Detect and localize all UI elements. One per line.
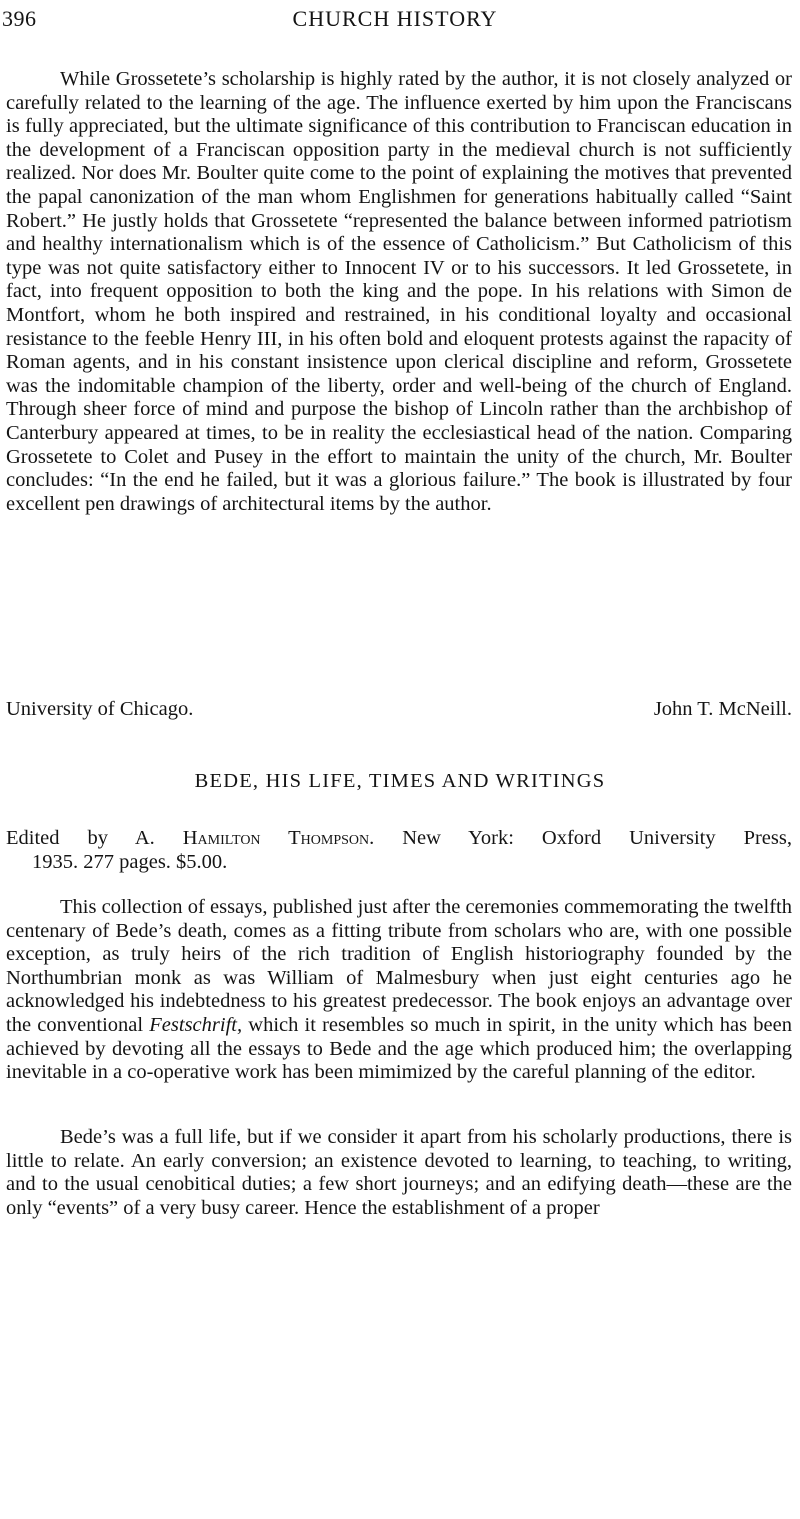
review-2-body-2 bbox=[6, 1126, 792, 1220]
biblio-editor-initial: A. bbox=[134, 827, 155, 849]
festschrift-term: Festschrift, bbox=[149, 1013, 243, 1036]
biblio-editor-name: Hamilton Thompson bbox=[182, 827, 370, 849]
running-head bbox=[0, 6, 800, 40]
review-2-paragraph-1 bbox=[6, 896, 792, 1085]
biblio-edited-by: Edited by bbox=[6, 827, 108, 849]
review-1-paragraph: While Grossetete’s scholarship is highly rated by the author, it is not closely analyzed or carefully related to the learning of the age. The influence exerted by him upon the Franciscans is fully appreciated, but the ultimate significance of this contribution to Franciscan education in the development of a Franciscan opposition party in the medieval church is not sufficiently realized. Nor does Mr. Boulter quite come to the point of explaining the motives that prevented the papal canonization of the man whom Englishmen for generations habitually called “Saint Robert.” He justly holds that Grossetete “represented the balance between informed patriotism and healthy internationalism which is of the essence of Catholicism.” But Catholicism of this type was not quite satisfactory either to Innocent IV or to his successors. It led Grossetete, in fact, into frequent opposition to both the king and the pope. In his relations with Simon de Montfort, whom he both inspired and restrained, in his conditional loyalty and occasional resistance to the feeble Henry III, in his often bold and eloquent protests against the rapacity of Roman agents, and in his constant insistence upon clerical discipline and reform, Grossetete was the indomitable champion of the liberty, order and well-being of the church of England. Through sheer force of mind and purpose the bishop of Lincoln rather than the archbishop of Canterbury appeared at times, to be in reality the ecclesiastical head of the nation. Comparing Grossetete to Colet and Pusey in the effort to maintain the unity of the church, Mr. Boulter concludes: “In the end he failed, but it was a glorious failure.” The book is illustrated by four excellent pen drawings of architectural items by the author. bbox=[6, 68, 792, 515]
reviewer-affiliation: University of Chicago. bbox=[6, 698, 194, 720]
review-1-signature bbox=[6, 698, 792, 724]
review-2-title: BEDE, HIS LIFE, TIMES AND WRITINGS bbox=[194, 770, 606, 792]
paragraph-1-text-a: This collection of essays, published just after the ceremonies commemorating the twelfth centenary of Bede’s death, comes as a fitting tribute from scholars who are, with one possible exception, as truly heirs of the rich tradition of English historiography founded by the Northumbrian monk as was William of Malmesbury when just eight centuries ago he acknowledged his indebtedness to his greatest predecessor. The book enjoys an advantage over the conventional bbox=[6, 896, 792, 1036]
review-2-paragraph-2: Bede’s was a full life, but if we consider it apart from his scholarly productions, there is little to relate. An early conversion; an existence devoted to learning, to teaching, to writing, and to the usual cenobitical duties; a few short journeys; and an edifying death—these are the only “events” of a very busy career. Hence the establishment of a proper bbox=[6, 1126, 792, 1219]
biblio-details: 1935. 277 pages. $5.00. bbox=[32, 850, 228, 873]
biblio-line-1 bbox=[6, 827, 792, 851]
biblio-publisher: . New York: Oxford University Press, bbox=[369, 827, 792, 849]
page-number: 396 bbox=[2, 6, 37, 31]
review-2-body-1 bbox=[6, 896, 792, 1085]
review-1-body bbox=[6, 68, 792, 516]
running-title: CHURCH HISTORY bbox=[292, 6, 498, 31]
paragraph-1-text-b: which it resembles so much in spirit, in the unity which has been achieved by devoting all the essays to Bede and the age which produced him; the overlapping inevitable in a co-operative work has been mimimized by the careful planning of the editor. bbox=[6, 1013, 793, 1084]
review-2-bibliography bbox=[6, 827, 792, 874]
reviewer-name: John T. McNeill. bbox=[653, 698, 792, 720]
